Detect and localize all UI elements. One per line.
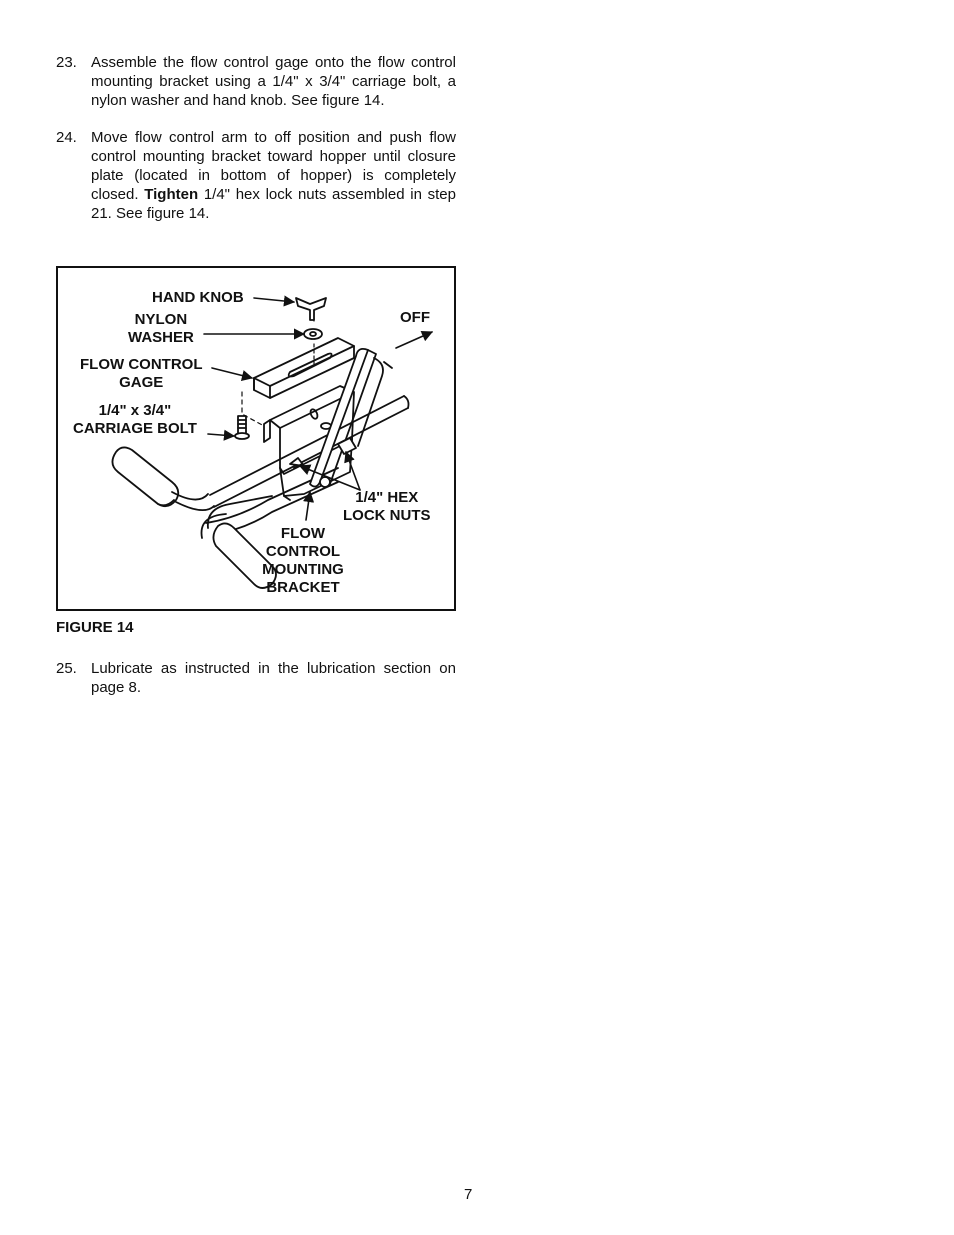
label-line: MOUNTING bbox=[262, 561, 344, 578]
label-line: 1/4" x 3/4" bbox=[98, 402, 172, 419]
nylon-washer bbox=[304, 329, 322, 339]
label-line: CARRIAGE BOLT bbox=[73, 420, 197, 437]
step-number: 25. bbox=[56, 660, 77, 677]
label-off: OFF bbox=[400, 309, 430, 326]
step-number: 23. bbox=[56, 54, 77, 71]
handle-grip bbox=[112, 447, 276, 588]
step-25 bbox=[56, 659, 456, 697]
label-line: NYLON bbox=[134, 311, 188, 328]
step-text-bold: Tighten bbox=[144, 186, 199, 203]
label-mounting-bracket bbox=[258, 525, 348, 597]
step-23 bbox=[56, 53, 456, 110]
step-24 bbox=[56, 128, 456, 223]
label-line: CONTROL bbox=[265, 543, 341, 560]
step-text-end: 1/4" hex lock nuts assembled in step 21. See figure 14. bbox=[91, 186, 456, 222]
label-line: FLOW bbox=[280, 525, 326, 542]
label-nylon-washer bbox=[128, 311, 194, 347]
hand-knob bbox=[296, 298, 326, 320]
step-text: Lubricate as instructed in the lubrication section on page 8. bbox=[91, 660, 456, 696]
label-line: 1/4" HEX bbox=[355, 489, 419, 506]
figure-illustration bbox=[58, 268, 454, 609]
label-hand-knob: HAND KNOB bbox=[152, 289, 244, 306]
label-line: FLOW CONTROL bbox=[80, 356, 203, 373]
label-line: WASHER bbox=[128, 329, 194, 346]
label-flow-control-gage bbox=[80, 356, 202, 392]
step-text bbox=[91, 128, 456, 223]
figure-caption: FIGURE 14 bbox=[56, 619, 134, 636]
label-carriage-bolt bbox=[73, 402, 197, 438]
step-text-main: Move flow control arm to off position and push flow control mounting bracket toward hopper until closure plate (located in bottom of hopper) is completely closed. bbox=[91, 129, 456, 203]
carriage-bolt bbox=[235, 416, 249, 439]
label-line: BRACKET bbox=[266, 579, 340, 596]
step-number: 24. bbox=[56, 129, 77, 146]
label-hex-lock-nuts bbox=[343, 489, 431, 525]
flow-control-gage bbox=[254, 338, 354, 398]
label-line: LOCK NUTS bbox=[343, 507, 431, 524]
step-text: Assemble the flow control gage onto the flow control mounting bracket using a 1/4" x 3/4" carriage bolt, a nylon washer and hand knob. See figure 14. bbox=[91, 54, 456, 109]
page-number: 7 bbox=[464, 1186, 473, 1203]
figure-14 bbox=[56, 266, 456, 611]
label-line: GAGE bbox=[119, 374, 164, 391]
